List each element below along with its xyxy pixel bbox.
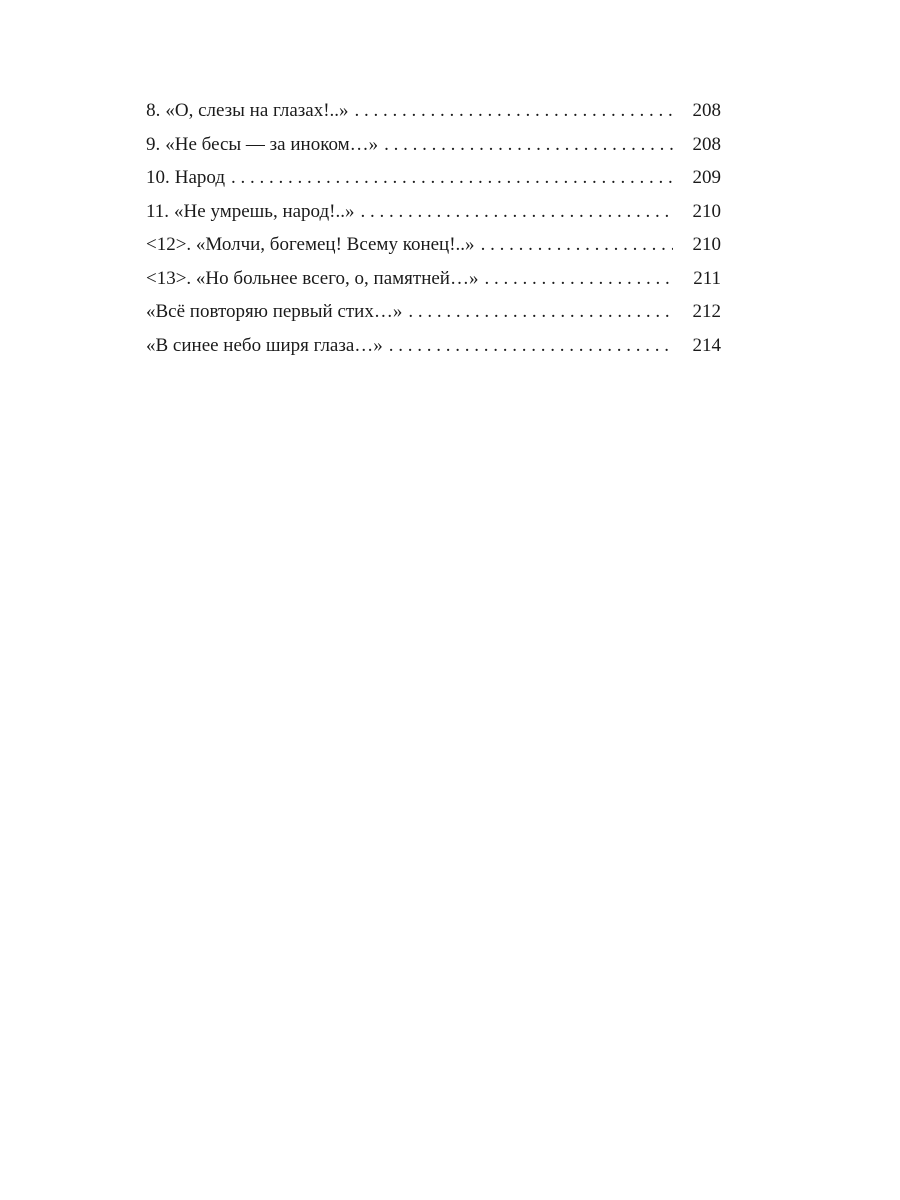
toc-entry[interactable] <box>146 94 721 128</box>
dot-leader <box>361 195 673 229</box>
toc-entry-page: 211 <box>693 267 721 289</box>
toc-entry-title: <12>. «Молчи, богемец! Всему конец!..» <box>146 234 475 255</box>
toc-entry[interactable] <box>146 128 721 162</box>
toc-entry-number: 9. <box>146 133 161 155</box>
toc-entry[interactable] <box>146 295 721 329</box>
toc-entry[interactable] <box>146 228 721 262</box>
toc-entry-title: Народ <box>174 167 226 188</box>
toc-entry[interactable] <box>146 262 721 296</box>
dot-leader <box>481 228 673 262</box>
toc-entry-page: 210 <box>692 234 721 255</box>
toc-entry-title: «Не бесы — за иноком…» <box>165 133 379 155</box>
toc-entry-title: «Не умрешь, народ!..» <box>174 200 355 222</box>
toc-entry-number: 8. <box>146 100 161 121</box>
dot-leader <box>408 295 673 329</box>
dot-leader <box>355 94 673 128</box>
toc-entry-page: 208 <box>692 100 721 121</box>
toc-entry-title: <13>. «Но больнее всего, о, памятней…» <box>146 267 479 289</box>
toc-entry-page: 210 <box>692 200 721 222</box>
dot-leader <box>484 262 673 296</box>
dot-leader <box>384 128 673 162</box>
toc-entry-number: 11. <box>146 200 170 222</box>
toc-entry-title: «Всё повторяю первый стих…» <box>146 301 403 322</box>
toc-entry[interactable] <box>146 329 721 363</box>
toc-entry-title: «О, слезы на глазах!..» <box>165 100 349 121</box>
toc-entry-page: 208 <box>692 133 721 155</box>
table-of-contents <box>146 94 721 362</box>
toc-entry-title: «В синее небо ширя глаза…» <box>146 334 383 356</box>
toc-entry[interactable] <box>146 161 721 195</box>
toc-entry-page: 214 <box>692 334 721 356</box>
dot-leader <box>231 161 673 195</box>
dot-leader <box>389 329 673 363</box>
toc-entry[interactable] <box>146 195 721 229</box>
toc-entry-number: 10. <box>146 167 170 188</box>
toc-entry-page: 212 <box>692 301 721 322</box>
toc-entry-page: 209 <box>692 167 721 188</box>
